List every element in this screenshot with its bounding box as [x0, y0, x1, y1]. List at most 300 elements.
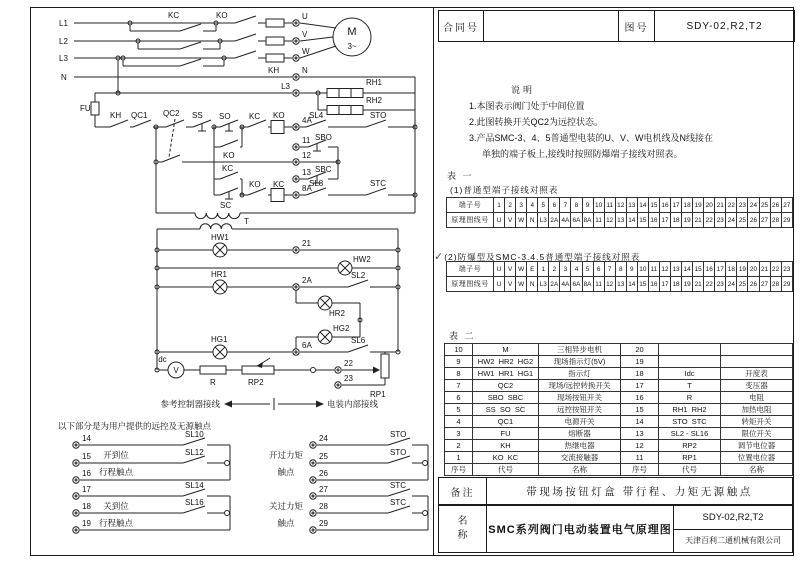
note-line: 1.本图表示阀门处于中间位置: [469, 101, 585, 111]
table-cell: 14: [637, 198, 648, 213]
table-cell: L3: [538, 213, 549, 228]
label-kh-contact: KH: [110, 111, 122, 120]
table-cell: KH: [473, 440, 539, 452]
table-cell: SS SO SC: [473, 404, 539, 416]
table-cell: 2A: [549, 213, 560, 228]
label-sl12: SL12: [185, 448, 204, 457]
table-cell: 15: [648, 198, 659, 213]
table-cell: 18: [726, 262, 737, 277]
table-cell: 19: [737, 262, 748, 277]
table-cell: 29: [781, 213, 792, 228]
terminal-table-normal: [446, 197, 793, 228]
label-travel-contact-1: 行程触点: [98, 467, 134, 477]
label-ko-coil: KO: [273, 111, 285, 120]
table-cell: 13: [621, 428, 659, 440]
table-cell: 12: [659, 262, 670, 277]
label-ko-main: KO: [216, 11, 228, 20]
label-motor-3ph: 3~: [347, 42, 357, 51]
remark-label: 备注: [439, 478, 487, 504]
table-cell: 变压器: [721, 380, 793, 392]
table-cell: 25: [737, 277, 748, 292]
table-cell: 14: [626, 277, 637, 292]
label-hw2: HW2: [353, 255, 371, 264]
label-open-position: 开到位: [103, 450, 129, 460]
table-cell: 16: [704, 262, 715, 277]
table-cell: 13: [671, 262, 682, 277]
table-cell: FU: [473, 428, 539, 440]
table-cell: 8A: [582, 213, 593, 228]
remote-contacts-section: [73, 430, 428, 533]
label-sl2: SL2: [351, 271, 366, 280]
table-cell: 5: [445, 404, 473, 416]
table-cell: 3: [560, 262, 571, 277]
table-cell: 21: [759, 262, 770, 277]
label-sl10: SL10: [185, 430, 204, 439]
label-remote-note: 以下部分是为用户提供的远控及无源触点: [58, 421, 212, 431]
table-cell: 7: [560, 198, 571, 213]
label-close-position: 关到位: [103, 501, 129, 511]
table-cell: [659, 344, 721, 356]
table-cell: 10: [445, 344, 473, 356]
table-cell: 12: [604, 213, 615, 228]
table-cell: 21: [715, 198, 726, 213]
table-cell: 18: [671, 213, 682, 228]
table-cell: 原理图线号: [447, 277, 494, 292]
table-row: [445, 416, 793, 428]
label-terminal-8a: 8A: [302, 184, 312, 193]
power-section: [59, 11, 415, 82]
label-hr2: HR2: [329, 309, 346, 318]
table-cell: 22: [770, 262, 781, 277]
table-cell: 29: [781, 277, 792, 292]
table2-label: 表 二: [449, 331, 476, 341]
table-cell: 19: [693, 198, 704, 213]
label-sto-switch: STO: [370, 111, 387, 120]
table-cell: 19: [682, 213, 693, 228]
table-cell: 14: [621, 416, 659, 428]
table-cell: 序号: [445, 464, 473, 476]
label-torque-contact-2: 触点: [277, 518, 295, 528]
transformer-symbol: [156, 127, 415, 229]
table-cell: 18: [682, 198, 693, 213]
label-terminal-12: 12: [302, 151, 311, 160]
label-terminal-v: V: [302, 30, 308, 39]
remark-value: 带现场按钮灯盒 带行程、力矩无源触点: [526, 485, 753, 498]
table-cell: STO STC: [659, 416, 721, 428]
table-cell: 15: [621, 404, 659, 416]
table-cell: 28: [770, 277, 781, 292]
label-terminal-13: 13: [302, 168, 311, 177]
label-terminal-29: 29: [319, 519, 328, 528]
label-terminal-17: 17: [82, 485, 91, 494]
table-cell: 13: [626, 198, 637, 213]
label-sbo: SBO: [315, 133, 332, 142]
label-sbc: SBC: [315, 165, 332, 174]
table-row: [445, 428, 793, 440]
table-cell: 10: [637, 262, 648, 277]
table-cell: 现场指示灯(5V): [539, 356, 621, 368]
label-rh1: RH1: [366, 78, 383, 87]
table-cell: 8: [615, 262, 626, 277]
table1-sub1-title: (1)普通型端子接线对照表: [450, 185, 559, 195]
table-cell: U: [494, 277, 505, 292]
table-cell: 限位开关: [721, 428, 793, 440]
drawing-number: SDY-02,R2,T2: [674, 506, 792, 530]
table-cell: N: [527, 277, 538, 292]
table-cell: 16: [621, 392, 659, 404]
table-cell: 序号: [621, 464, 659, 476]
table-cell: 端子号: [447, 198, 494, 213]
check-mark: ✓: [434, 251, 444, 263]
component-list-table: [444, 343, 793, 476]
label-terminal-4a: 4A: [302, 116, 312, 125]
table-cell: 24: [748, 198, 759, 213]
label-fu: FU: [80, 104, 91, 113]
label-sto-contact-1: STO: [390, 430, 407, 439]
label-kc-coil: KC: [273, 180, 285, 189]
table-cell: 转矩开关: [721, 416, 793, 428]
label-hg1: HG1: [211, 335, 228, 344]
label-terminal-11: 11: [302, 136, 311, 145]
control-section: [80, 93, 417, 210]
table-cell: 23: [715, 213, 726, 228]
table-cell: 26: [748, 277, 759, 292]
electrical-schematic: [30, 7, 433, 557]
table-cell: 4: [445, 416, 473, 428]
label-terminal-14: 14: [82, 434, 91, 443]
table-cell: 5: [582, 262, 593, 277]
table-cell: 23: [715, 277, 726, 292]
table-cell: 21: [693, 277, 704, 292]
table-cell: 8A: [582, 277, 593, 292]
heater-circuit: [95, 56, 415, 213]
table-cell: 22: [726, 198, 737, 213]
table1-label: 表 一: [447, 171, 474, 181]
table-cell: 位置电位器: [721, 452, 793, 464]
table-cell: 交流接触器: [539, 452, 621, 464]
table-cell: 12: [615, 198, 626, 213]
label-l2: L2: [59, 37, 68, 46]
table-cell: SBO SBC: [473, 392, 539, 404]
notes-title: 说明: [511, 85, 536, 95]
label-so: SO: [219, 112, 231, 121]
table-cell: 4A: [560, 277, 571, 292]
table-cell: RH1 RH2: [659, 404, 721, 416]
table-cell: 9: [582, 198, 593, 213]
table-cell: 25: [759, 198, 770, 213]
label-terminal-25: 25: [319, 452, 328, 461]
table-row: [445, 368, 793, 380]
table-cell: 11: [604, 198, 615, 213]
label-kc-aux: KC: [222, 164, 234, 173]
table-cell: M: [473, 344, 539, 356]
table-cell: 3: [445, 428, 473, 440]
table-cell: 26: [770, 198, 781, 213]
table-cell: 1: [538, 262, 549, 277]
table-row: [447, 277, 793, 292]
table-cell: 17: [671, 198, 682, 213]
table-cell: 7: [445, 380, 473, 392]
table-cell: 27: [759, 277, 770, 292]
label-kc-interlock-open: KC: [249, 112, 261, 121]
label-kh-heater: KH: [268, 66, 280, 75]
label-l3: L3: [59, 54, 68, 63]
table-row: [447, 262, 793, 277]
table-cell: 24: [726, 213, 737, 228]
label-rh2: RH2: [366, 96, 383, 105]
table-cell: 6: [593, 262, 604, 277]
label-terminal-16: 16: [82, 469, 91, 478]
table-cell: 4: [571, 262, 582, 277]
label-rp2: RP2: [248, 378, 264, 387]
label-r: R: [210, 378, 216, 387]
label-sl16: SL16: [185, 498, 204, 507]
table-cell: 18: [621, 368, 659, 380]
table-cell: 11: [621, 452, 659, 464]
table-cell: 电阻: [721, 392, 793, 404]
table-cell: 23: [781, 262, 792, 277]
label-sc: SC: [220, 201, 232, 210]
table-cell: 16: [648, 277, 659, 292]
label-open-torque: 开过力矩: [268, 450, 304, 460]
label-sl14: SL14: [185, 481, 204, 490]
table-cell: 1: [445, 452, 473, 464]
label-travel-contact-2: 行程触点: [98, 518, 134, 528]
remark-row: [438, 477, 793, 505]
table-cell: U: [494, 262, 505, 277]
table-cell: 17: [659, 213, 670, 228]
table-cell: 27: [759, 213, 770, 228]
table-cell: QC2: [473, 380, 539, 392]
table-cell: E: [527, 262, 538, 277]
label-terminal-u: U: [302, 12, 308, 21]
table-cell: 熔断器: [539, 428, 621, 440]
table-row: [445, 440, 793, 452]
company-name: 天津百利二通机械有限公司: [685, 536, 781, 546]
table-cell: 远控按钮开关: [539, 404, 621, 416]
label-torque-contact-1: 触点: [277, 467, 295, 477]
label-motor-m: M: [347, 26, 357, 38]
table-cell: [721, 356, 793, 368]
table-cell: U: [494, 213, 505, 228]
table-cell: 6A: [571, 213, 582, 228]
note-line: 2.此图转换开关QC2为远控状态。: [469, 117, 604, 127]
label-hr1: HR1: [211, 270, 228, 279]
table-cell: 20: [704, 198, 715, 213]
table-cell: 9: [626, 262, 637, 277]
label-terminal-21: 21: [302, 239, 311, 248]
table-cell: [721, 344, 793, 356]
label-controller-wiring: 参考控制器接线: [160, 399, 220, 409]
label-hg2: HG2: [333, 324, 350, 333]
table-cell: 热继电器: [539, 440, 621, 452]
table-cell: 20: [748, 262, 759, 277]
table-cell: L3: [538, 277, 549, 292]
label-terminal-22: 22: [344, 359, 353, 368]
table-cell: 现场按钮开关: [539, 392, 621, 404]
table-cell: 2: [505, 198, 516, 213]
table-cell: 1: [494, 198, 505, 213]
table-cell: 19: [682, 277, 693, 292]
table-cell: 13: [615, 213, 626, 228]
table-cell: 16: [648, 213, 659, 228]
table-cell: 3: [516, 198, 527, 213]
table-cell: 名称: [721, 464, 793, 476]
label-transformer-t: T: [244, 217, 249, 226]
label-terminal-15: 15: [82, 452, 91, 461]
note-line: 单独的端子板上,接线时按照防爆端子接线对照表。: [482, 149, 683, 159]
label-terminal-23: 23: [344, 374, 353, 383]
table-cell: 电源开关: [539, 416, 621, 428]
table-cell: 11: [593, 213, 604, 228]
label-sl8: SL8: [309, 179, 324, 188]
drawing-no-value: SDY-02,R2,T2: [654, 11, 794, 41]
label-terminal-2a: 2A: [302, 276, 312, 285]
table-cell: 6: [445, 392, 473, 404]
table-cell: R: [659, 392, 721, 404]
table-cell: 27: [781, 198, 792, 213]
notes-block: [455, 82, 790, 162]
label-internal-wiring: 电装内部接线: [327, 399, 379, 409]
name-row: [438, 505, 793, 553]
label-stc-contact-2: STC: [390, 498, 406, 507]
table-cell: 15: [693, 262, 704, 277]
title-header: [438, 10, 795, 42]
table-cell: 12: [621, 440, 659, 452]
contract-no-label: 合同号: [443, 22, 479, 34]
table-cell: 调节电位器: [721, 440, 793, 452]
table-cell: N: [527, 213, 538, 228]
table-cell: 原理图线号: [447, 213, 494, 228]
table-cell: 26: [748, 213, 759, 228]
table-cell: 现场/远控转换开关: [539, 380, 621, 392]
table-cell: W: [516, 277, 527, 292]
label-ko-interlock-close: KO: [249, 180, 261, 189]
table-cell: 7: [604, 262, 615, 277]
table-cell: QC1: [473, 416, 539, 428]
table-cell: W: [516, 262, 527, 277]
table-cell: 开度表: [721, 368, 793, 380]
label-hw1: HW1: [211, 233, 229, 242]
table-row: [445, 452, 793, 464]
table-cell: HW2 HR2 HG2: [473, 356, 539, 368]
label-terminal-l3: L3: [281, 82, 290, 91]
label-terminal-28: 28: [319, 502, 328, 511]
table-cell: 代号: [473, 464, 539, 476]
table-cell: 22: [704, 213, 715, 228]
table-cell: [659, 356, 721, 368]
table-cell: 21: [693, 213, 704, 228]
table-cell: 18: [671, 277, 682, 292]
table-row: [445, 464, 793, 476]
label-sl4: SL4: [309, 111, 324, 120]
label-ss: SS: [192, 111, 203, 120]
label-qc2: QC2: [163, 109, 180, 118]
table-cell: 19: [621, 356, 659, 368]
table-cell: 20: [621, 344, 659, 356]
label-terminal-18: 18: [82, 502, 91, 511]
table-cell: 25: [737, 213, 748, 228]
terminal-table-explosionproof: [446, 261, 793, 292]
table-row: [447, 213, 793, 228]
table-cell: 名称: [539, 464, 621, 476]
label-idc: Idc: [156, 355, 167, 364]
table1-sub2-title: (2)防爆型及SMC-3.4.5普通型端子接线对照表: [444, 252, 641, 262]
table-cell: V: [505, 213, 516, 228]
table-row: [445, 392, 793, 404]
drawing-no-label: 图号: [618, 11, 654, 41]
table-cell: 23: [737, 198, 748, 213]
table-cell: Idc: [659, 368, 721, 380]
wiring-divider-note: [58, 398, 379, 431]
label-terminal-27: 27: [319, 485, 328, 494]
table-cell: 16: [659, 198, 670, 213]
table-cell: 2: [445, 440, 473, 452]
table-cell: 28: [770, 213, 781, 228]
table-cell: 三相异步电机: [539, 344, 621, 356]
table-cell: 加热电阻: [721, 404, 793, 416]
position-feedback-section: [155, 352, 389, 399]
drawing-id-cell: [674, 506, 792, 552]
label-terminal-26: 26: [319, 469, 328, 478]
table-cell: 指示灯: [539, 368, 621, 380]
contract-no-value: [483, 11, 618, 41]
table-cell: T: [659, 380, 721, 392]
name-label: 名称: [457, 516, 468, 541]
drawing-title: SMC系列阀门电动装置电气原理图: [487, 506, 674, 552]
label-stc-contact-1: STC: [390, 481, 406, 490]
table-cell: 24: [726, 277, 737, 292]
table-row: [445, 344, 793, 356]
indication-section: [155, 229, 400, 370]
table-cell: 6A: [571, 277, 582, 292]
table-cell: 9: [445, 356, 473, 368]
table-cell: 17: [659, 277, 670, 292]
table-cell: 端子号: [447, 262, 494, 277]
label-ko-aux: KO: [223, 151, 235, 160]
table-cell: 22: [704, 277, 715, 292]
table-cell: V: [505, 262, 516, 277]
table-cell: 14: [626, 213, 637, 228]
label-terminal-w: W: [302, 47, 310, 56]
table-cell: V: [505, 277, 516, 292]
label-terminal-6a: 6A: [302, 341, 312, 350]
table-row: [445, 380, 793, 392]
table-cell: RP1: [659, 452, 721, 464]
table-cell: 12: [604, 277, 615, 292]
table-cell: 13: [615, 277, 626, 292]
label-n: N: [61, 73, 67, 82]
table-cell: 8: [445, 368, 473, 380]
label-voltmeter: V: [173, 366, 179, 375]
table-cell: 17: [715, 262, 726, 277]
label-terminal-19: 19: [82, 519, 91, 528]
label-terminal-n: N: [302, 66, 308, 75]
label-rp1: RP1: [370, 390, 386, 399]
table-cell: 15: [637, 277, 648, 292]
table-row: [447, 198, 793, 213]
table-row: [445, 356, 793, 368]
table-cell: 8: [571, 198, 582, 213]
label-terminal-24: 24: [319, 434, 328, 443]
table-cell: 10: [593, 198, 604, 213]
table-cell: HW1 HR1 HG1: [473, 368, 539, 380]
label-l1: L1: [59, 19, 68, 28]
table-cell: 11: [593, 277, 604, 292]
table-cell: 4: [527, 198, 538, 213]
table-cell: RP2: [659, 440, 721, 452]
table-cell: 代号: [659, 464, 721, 476]
